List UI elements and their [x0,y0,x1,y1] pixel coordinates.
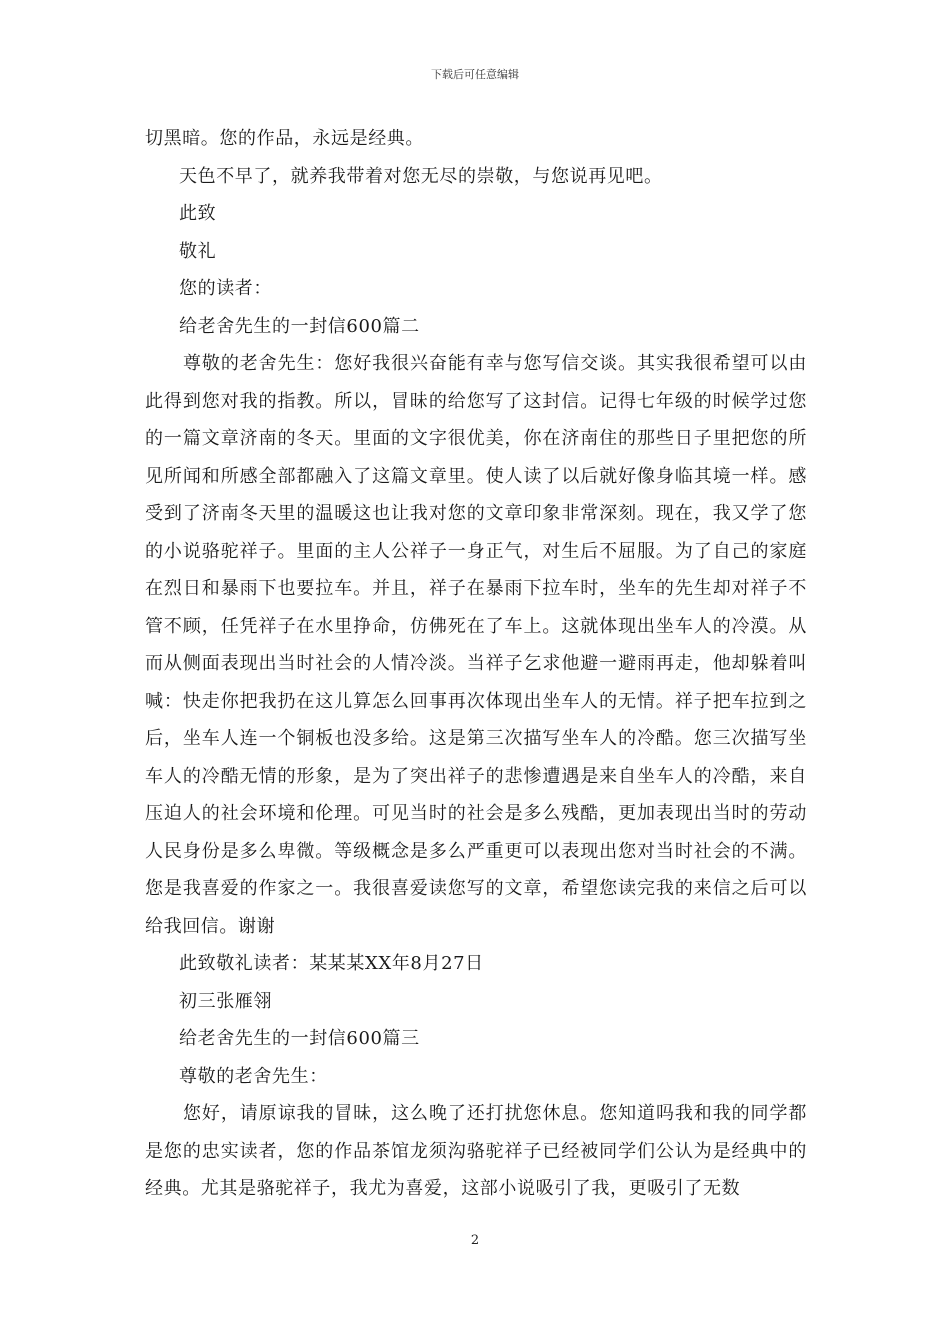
paragraph: 天色不早了，就养我带着对您无尽的崇敬，与您说再见吧。 [179,165,663,187]
signature-line: 初三张雁翎 [179,990,272,1012]
section-title: 给老舍先生的一封信600篇二 [179,315,420,337]
signature-line: 您的读者： [179,278,272,299]
page-header-note: 下载后可任意编辑 [431,68,519,81]
paragraph: 您好，请原谅我的冒昧，这么晚了还打扰您休息。您知道吗我和我的同学都是您的忠实读者，您的作品茶馆龙须沟骆驼祥子已经被同学们公认为是经典中的经典。尤其是骆驼祥子，我尤为喜爱，这部小说吸引了我，更吸引了无数 [145,1103,807,1199]
paragraph: 尊敬的老舍先生：您好我很兴奋能有幸与您写信交谈。其实我很希望可以由此得到您对我的指教。所以，冒昧的给您写了这封信。记得七年级的时候学过您的一篇文章济南的冬天。里面的文字很优美，你在济南住的那些日子里把您的所见所闻和所感全部都融入了这篇文章里。使人读了以后就好像身临其境一样。感受到了济南冬天里的温暖这也让我对您的文章印象非常深刻。现在，我又学了您的小说骆驼祥子。里面的主人公祥子一身正气，对生后不屈服。为了自己的家庭在烈日和暴雨下也要拉车。并且，祥子在暴雨下拉车时，坐车的先生却对祥子不管不顾，任凭祥子在水里挣命，仿佛死在了车上。这就体现出坐车人的冷漠。从而从侧面表现出当时社会的人情冷淡。当祥子乞求他避一避雨再走，他却躲着叫喊：快走你把我扔在这儿算怎么回事再次体现出坐车人的无情。祥子把车拉到之后，坐车人连一个铜板也没多给。这是第三次描写坐车人的冷酷。您三次描写坐车人的冷酷无情的形象，是为了突出祥子的悲惨遭遇是来自坐车人的冷酷，来自压迫人的社会环境和伦理。可见当时的社会是多么残酷，更加表现出当时的劳动人民身份是多么卑微。等级概念是多么严重更可以表现出您对当时社会的不满。您是我喜爱的作家之一。我很喜爱读您写的文章，希望您读完我的来信之后可以给我回信。谢谢 [145,353,807,937]
salutation-closing: 敬礼 [179,240,217,262]
section-title: 给老舍先生的一封信600篇三 [179,1028,420,1049]
greeting: 尊敬的老舍先生： [179,1065,328,1087]
document-body [145,120,807,1208]
salutation-closing: 此致 [179,203,217,224]
signature-line: 此致敬礼读者：某某某XX年8月27日 [179,953,484,974]
page-number: 2 [470,1233,480,1248]
paragraph: 切黑暗。您的作品，永远是经典。 [145,128,424,149]
